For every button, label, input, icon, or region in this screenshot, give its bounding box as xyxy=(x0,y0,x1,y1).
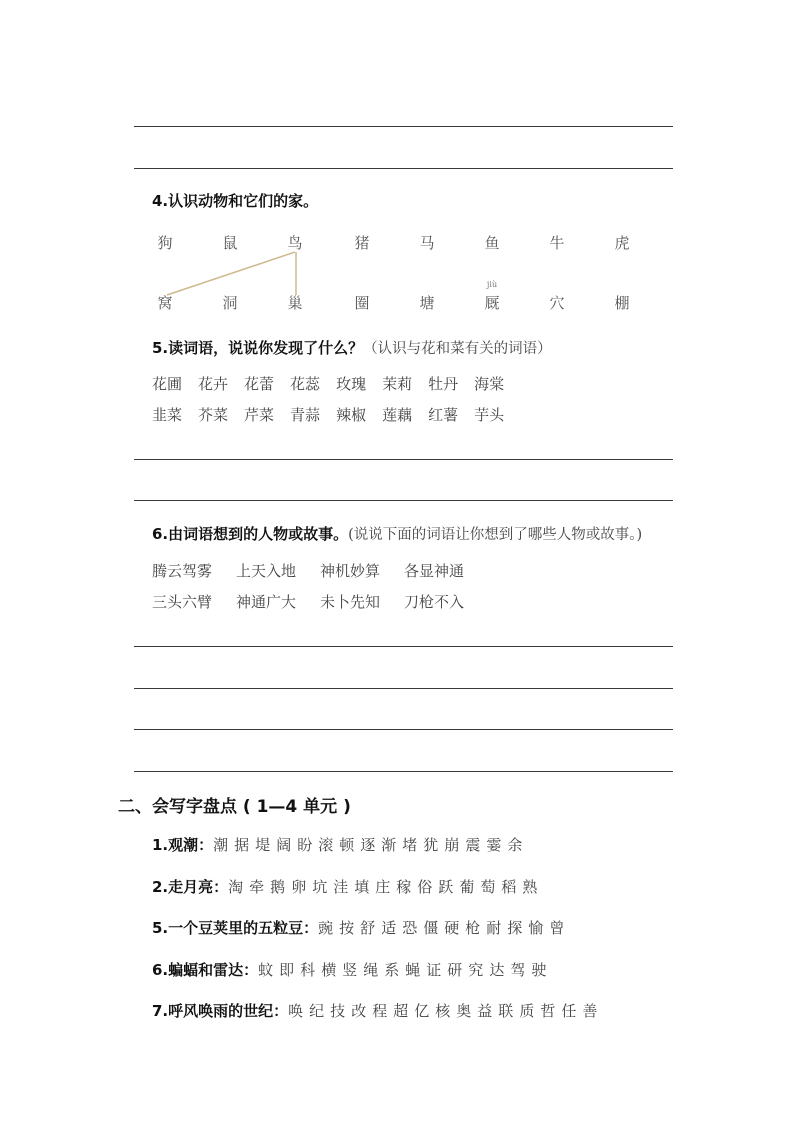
lesson-label: 6.蝙蝠和雷达： xyxy=(152,961,259,979)
idiom-item: 腾云驾雾 xyxy=(152,562,213,580)
write-char: 联 xyxy=(498,1002,514,1020)
lesson-label: 7.呼风唤雨的世纪： xyxy=(152,1002,289,1020)
idiom-item: 各显神通 xyxy=(404,562,465,580)
word-item: 花蕊 xyxy=(290,375,321,393)
word-item: 茉莉 xyxy=(382,375,413,393)
write-char: 耐 xyxy=(486,919,502,937)
word-item: 韭菜 xyxy=(152,406,183,424)
write-char: 按 xyxy=(339,919,355,937)
answer-line xyxy=(134,646,673,647)
match-line-bird-nest-wo xyxy=(167,252,295,295)
write-char: 豌 xyxy=(318,919,334,937)
write-char: 填 xyxy=(354,878,370,896)
animal-char: 牛 xyxy=(549,234,565,252)
idiom-item: 上天入地 xyxy=(236,562,297,580)
write-char: 核 xyxy=(435,1002,451,1020)
write-char: 牵 xyxy=(249,878,265,896)
lesson-chars xyxy=(318,919,570,937)
write-char: 卵 xyxy=(291,878,307,896)
write-char: 蚊 xyxy=(258,961,274,979)
write-char: 系 xyxy=(384,961,400,979)
write-char: 唤 xyxy=(288,1002,304,1020)
write-char: 堤 xyxy=(255,836,271,854)
word-item: 芥菜 xyxy=(198,406,229,424)
write-char: 蝇 xyxy=(405,961,421,979)
answer-line xyxy=(134,500,673,501)
write-char: 枪 xyxy=(465,919,481,937)
answer-line xyxy=(134,126,673,127)
home-char: 窝 xyxy=(157,294,173,312)
write-char: 善 xyxy=(582,1002,598,1020)
write-char: 超 xyxy=(393,1002,409,1020)
write-char: 硬 xyxy=(444,919,460,937)
lesson-row xyxy=(152,834,528,855)
answer-line xyxy=(134,168,673,169)
word-item: 玫瑰 xyxy=(336,375,367,393)
write-char: 究 xyxy=(468,961,484,979)
write-char: 竖 xyxy=(342,961,358,979)
lesson-chars xyxy=(288,1002,603,1020)
write-char: 即 xyxy=(279,961,295,979)
write-char: 程 xyxy=(372,1002,388,1020)
animal-char: 鸟 xyxy=(287,234,303,252)
animal-char: 猪 xyxy=(354,234,370,252)
vegetable-words-row xyxy=(152,404,520,425)
word-item: 芹菜 xyxy=(244,406,275,424)
write-char: 质 xyxy=(519,1002,535,1020)
write-char: 稻 xyxy=(501,878,517,896)
write-char: 跃 xyxy=(438,878,454,896)
write-char: 熟 xyxy=(522,878,538,896)
write-char: 庄 xyxy=(375,878,391,896)
word-item: 花圃 xyxy=(152,375,183,393)
word-item: 花蕾 xyxy=(244,375,275,393)
write-char: 据 xyxy=(234,836,250,854)
animal-char: 鱼 xyxy=(484,234,500,252)
write-char: 淘 xyxy=(228,878,244,896)
write-char: 适 xyxy=(381,919,397,937)
animal-char: 狗 xyxy=(157,234,173,252)
matching-lines xyxy=(140,225,645,320)
home-char: 洞 xyxy=(222,294,238,312)
word-item: 牡丹 xyxy=(428,375,459,393)
lesson-label: 1.观潮： xyxy=(152,836,214,854)
write-char: 技 xyxy=(330,1002,346,1020)
write-char: 盼 xyxy=(297,836,313,854)
write-char: 曾 xyxy=(549,919,565,937)
write-char: 研 xyxy=(447,961,463,979)
lesson-label: 5.一个豆荚里的五粒豆： xyxy=(152,919,319,937)
write-char: 任 xyxy=(561,1002,577,1020)
answer-line xyxy=(134,459,673,460)
write-char: 洼 xyxy=(333,878,349,896)
home-char: 棚 xyxy=(614,294,630,312)
write-char: 潮 xyxy=(213,836,229,854)
write-char: 葡 xyxy=(459,878,475,896)
word-item: 青蒜 xyxy=(290,406,321,424)
write-char: 驶 xyxy=(531,961,547,979)
write-char: 阔 xyxy=(276,836,292,854)
question-6-note: (说说下面的词语让你想到了哪些人物或故事。) xyxy=(348,527,643,543)
write-char: 探 xyxy=(507,919,523,937)
write-char: 滚 xyxy=(318,836,334,854)
write-char: 堵 xyxy=(402,836,418,854)
word-item: 莲藕 xyxy=(382,406,413,424)
write-char: 坑 xyxy=(312,878,328,896)
home-char: 塘 xyxy=(419,294,435,312)
question-5-title xyxy=(152,337,552,358)
write-char: 哲 xyxy=(540,1002,556,1020)
question-6-title xyxy=(152,523,642,544)
write-char: 逐 xyxy=(360,836,376,854)
animal-home-matching xyxy=(140,225,645,320)
lesson-row xyxy=(152,876,543,897)
write-char: 鹅 xyxy=(270,878,286,896)
write-char: 稼 xyxy=(396,878,412,896)
word-item: 海棠 xyxy=(474,375,505,393)
question-6-title-text: 6.由词语想到的人物或故事。 xyxy=(152,525,349,543)
home-char: 穴 xyxy=(549,294,565,312)
write-char: 崩 xyxy=(444,836,460,854)
write-char: 益 xyxy=(477,1002,493,1020)
write-char: 亿 xyxy=(414,1002,430,1020)
write-char: 萄 xyxy=(480,878,496,896)
idiom-row-2 xyxy=(152,591,488,612)
word-item: 辣椒 xyxy=(336,406,367,424)
write-char: 证 xyxy=(426,961,442,979)
write-char: 震 xyxy=(465,836,481,854)
write-char: 恐 xyxy=(402,919,418,937)
write-char: 俗 xyxy=(417,878,433,896)
write-char: 僵 xyxy=(423,919,439,937)
idiom-item: 三头六臂 xyxy=(152,593,213,611)
lesson-chars xyxy=(258,961,552,979)
idiom-item: 未卜先知 xyxy=(320,593,381,611)
write-char: 绳 xyxy=(363,961,379,979)
home-char: 圈 xyxy=(354,294,370,312)
lesson-row xyxy=(152,917,570,938)
idiom-item: 神机妙算 xyxy=(320,562,381,580)
write-char: 舒 xyxy=(360,919,376,937)
question-5-title-text: 5.读词语，说说你发现了什么？ xyxy=(152,339,364,357)
question-4-title: 4.认识动物和它们的家。 xyxy=(152,192,319,210)
write-char: 驾 xyxy=(510,961,526,979)
write-char: 改 xyxy=(351,1002,367,1020)
answer-line xyxy=(134,688,673,689)
idiom-item: 刀枪不入 xyxy=(404,593,465,611)
write-char: 顿 xyxy=(339,836,355,854)
home-char: 巢 xyxy=(287,294,303,312)
lesson-row xyxy=(152,1000,603,1021)
write-char: 奥 xyxy=(456,1002,472,1020)
word-item: 红薯 xyxy=(428,406,459,424)
lesson-row xyxy=(152,959,552,980)
flower-words-row xyxy=(152,373,520,394)
answer-line xyxy=(134,729,673,730)
write-char: 纪 xyxy=(309,1002,325,1020)
write-char: 余 xyxy=(507,836,523,854)
write-char: 横 xyxy=(321,961,337,979)
write-char: 霎 xyxy=(486,836,502,854)
word-item: 芋头 xyxy=(474,406,505,424)
home-char: 厩 xyxy=(484,294,500,312)
idiom-row-1 xyxy=(152,560,488,581)
animal-char: 虎 xyxy=(614,234,630,252)
answer-line xyxy=(134,771,673,772)
write-char: 渐 xyxy=(381,836,397,854)
lesson-label: 2.走月亮： xyxy=(152,878,229,896)
word-item: 花卉 xyxy=(198,375,229,393)
lesson-chars xyxy=(228,878,543,896)
lesson-chars xyxy=(213,836,528,854)
animal-char: 马 xyxy=(419,234,435,252)
pinyin-annotation: jiù xyxy=(486,280,498,289)
section-2-title: 二、会写字盘点 ( 1—4 单元 ) xyxy=(118,797,351,817)
write-char: 愉 xyxy=(528,919,544,937)
write-char: 犹 xyxy=(423,836,439,854)
question-5-note: （认识与花和菜有关的词语） xyxy=(363,341,552,357)
animal-char: 鼠 xyxy=(222,234,238,252)
idiom-item: 神通广大 xyxy=(236,593,297,611)
write-char: 达 xyxy=(489,961,505,979)
write-char: 科 xyxy=(300,961,316,979)
